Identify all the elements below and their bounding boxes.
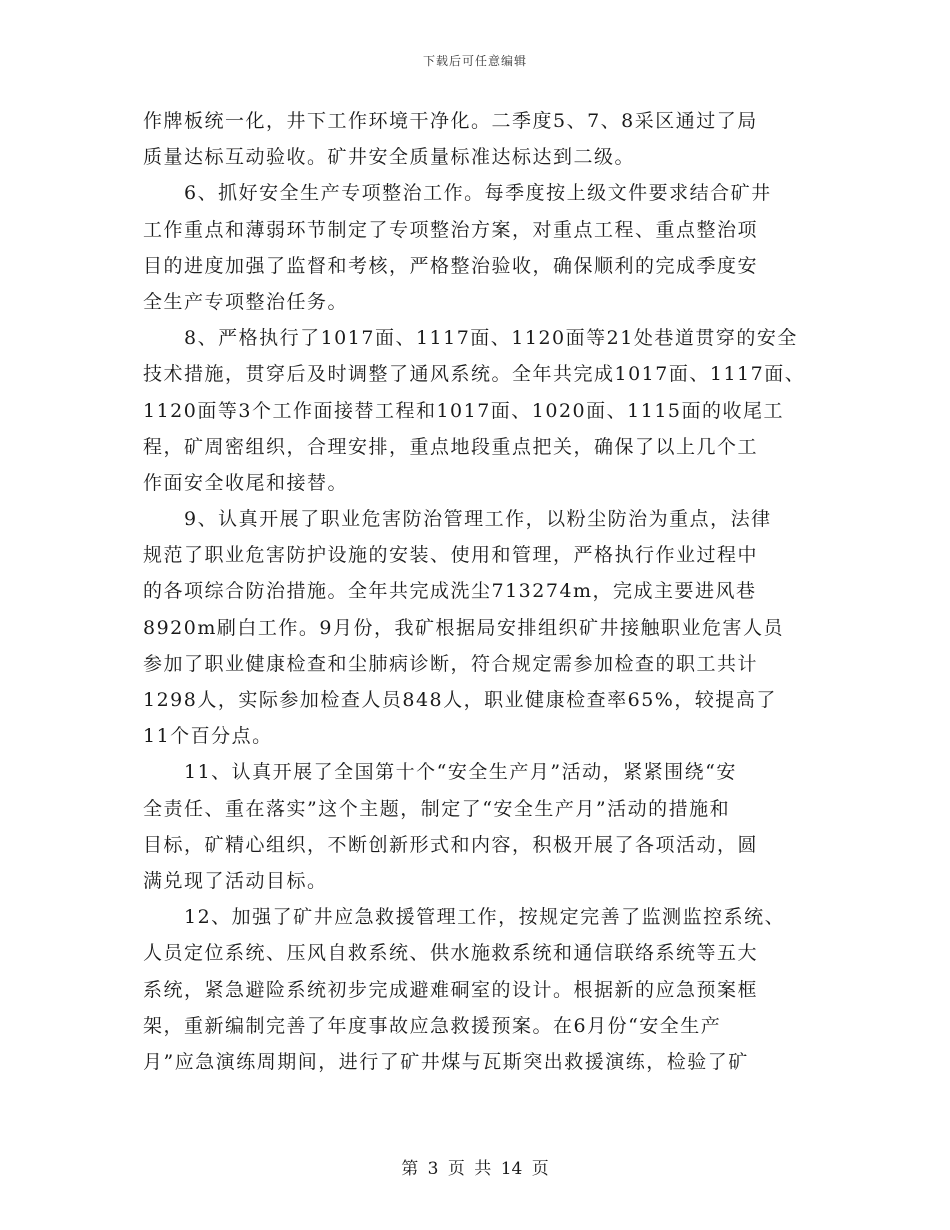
text-line: 人员定位系统、压风自救系统、供水施救系统和通信联络系统等五大: [143, 942, 759, 965]
text-line: 全责任、重在落实”这个主题，制定了“安全生产月”活动的措施和: [143, 797, 731, 820]
text-line: 1298人，实际参加检查人员848人，职业健康检查率65%，较提高了: [143, 689, 777, 711]
paragraph-item-9: [143, 501, 823, 754]
text-line: 质量达标互动验收。矿井安全质量标准达标达到二级。: [143, 146, 636, 169]
text-line: 作面安全收尾和接替。: [143, 471, 349, 494]
text-line: 8、严格执行了1017面、1117面、1120面等21处巷道贯穿的安全: [143, 327, 798, 350]
text-line: 8920m刷白工作。9月份，我矿根据局安排组织矿井接触职业危害人员: [143, 616, 784, 639]
text-line: 技术措施，贯穿后及时调整了通风系统。全年共完成1017面、1117面、: [143, 363, 806, 386]
text-line: 11、认真开展了全国第十个“安全生产月”活动，紧紧围绕“安: [143, 761, 737, 784]
text-line: 系统，紧急避险系统初步完成避难硐室的设计。根据新的应急预案框: [143, 978, 759, 1001]
document-body: [143, 103, 823, 1080]
paragraph-item-12: [143, 899, 823, 1080]
text-line: 9、认真开展了职业危害防治管理工作，以粉尘防治为重点，法律: [143, 508, 772, 531]
text-line: 月”应急演练周期间，进行了矿井煤与瓦斯突出救援演练，检验了矿: [143, 1050, 749, 1073]
text-line: 的各项综合防治措施。全年共完成洗尘713274m，完成主要进风巷: [143, 580, 757, 603]
text-line: 全生产专项整治任务。: [143, 290, 349, 313]
text-line: 目标，矿精心组织，不断创新形式和内容，积极开展了各项活动，圆: [143, 833, 759, 856]
text-line: 满兑现了活动目标。: [143, 869, 328, 892]
text-line: 架，重新编制完善了年度事故应急救援预案。在6月份“安全生产: [143, 1014, 722, 1037]
text-line: 程，矿周密组织，合理安排，重点地段重点把关，确保了以上几个工: [143, 435, 759, 458]
text-line: 目的进度加强了监督和考核，严格整治验收，确保顺利的完成季度安: [143, 254, 759, 277]
paragraph-item-8: [143, 320, 823, 501]
text-line: 参加了职业健康检查和尘肺病诊断，符合规定需参加检查的职工共计: [143, 652, 759, 675]
paragraph-quality: [143, 103, 823, 175]
page-header-note: 下载后可任意编辑: [422, 54, 527, 68]
text-line: 12、加强了矿井应急救援管理工作，按规定完善了监测监控系统、: [143, 906, 786, 929]
text-line: 6、抓好安全生产专项整治工作。每季度按上级文件要求结合矿井: [143, 182, 772, 205]
text-line: 工作重点和薄弱环节制定了专项整治方案，对重点工程、重点整治项: [143, 218, 759, 241]
text-line: 1120面等3个工作面接替工程和1017面、1020面、1115面的收尾工: [143, 399, 785, 422]
paragraph-item-6: [143, 175, 823, 320]
text-line: 作牌板统一化，井下工作环境干净化。二季度5、7、8采区通过了局: [143, 110, 758, 132]
page-number-footer: 第 3 页 共 14 页: [401, 1159, 549, 1179]
text-line: 规范了职业危害防护设施的安装、使用和管理，严格执行作业过程中: [143, 544, 759, 567]
text-line: 11个百分点。: [143, 725, 273, 748]
paragraph-item-11: [143, 754, 823, 899]
